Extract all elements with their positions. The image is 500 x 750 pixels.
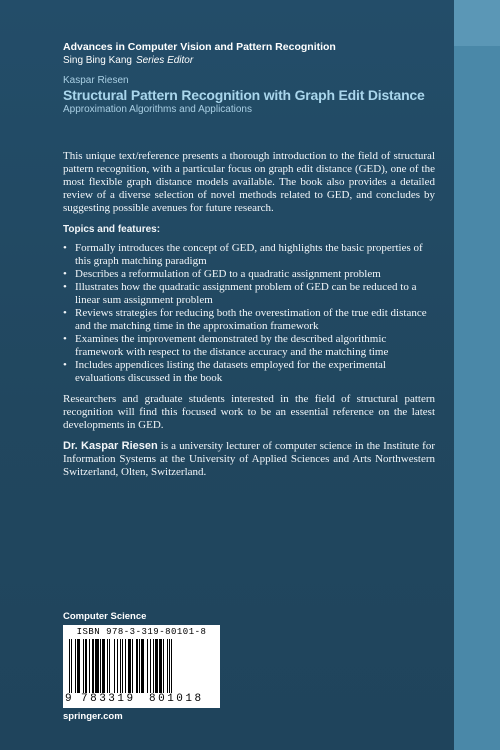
barcode-bar bbox=[120, 639, 121, 693]
barcode-lead-digit: 9 bbox=[65, 693, 75, 705]
barcode-bar bbox=[69, 639, 70, 693]
feature-item: • Formally introduces the concept of GED, and highlights the basic properties of this graph matching paradigm bbox=[63, 242, 435, 268]
barcode-bar bbox=[150, 639, 151, 693]
barcode-bar bbox=[132, 639, 133, 693]
barcode-group-right: 801018 bbox=[149, 693, 204, 705]
publisher-url: springer.com bbox=[63, 711, 123, 722]
series-editor-role: Series Editor bbox=[135, 55, 194, 66]
barcode-bar bbox=[107, 639, 108, 693]
barcode-bar bbox=[155, 639, 157, 693]
barcode-bar bbox=[125, 639, 126, 693]
cover-header bbox=[63, 41, 443, 116]
barcode-bar bbox=[77, 639, 80, 693]
topics-heading: Topics and features: bbox=[63, 224, 161, 235]
isbn-text: ISBN 978-3-319-80101-8 bbox=[76, 627, 207, 637]
barcode-group-left: 783319 bbox=[81, 693, 136, 705]
side-band-top-block bbox=[454, 0, 500, 46]
feature-item: • Examines the improvement demonstrated by the described algorithmic framework with respect to the distance accuracy and the matching time bbox=[63, 333, 435, 359]
barcode-bar bbox=[100, 639, 101, 693]
side-color-band bbox=[454, 0, 500, 750]
book-title: Structural Pattern Recognition with Graph Edit Distance bbox=[63, 87, 425, 103]
barcode-bar bbox=[92, 639, 94, 693]
book-subtitle: Approximation Algorithms and Applications bbox=[63, 104, 252, 115]
barcode-bar bbox=[114, 639, 115, 693]
cover-footer bbox=[63, 611, 220, 722]
intro-paragraph: This unique text/reference presents a thorough introduction to the field of structural pattern recognition, with a particular focus on graph edit distance (GED), one of the most flexible graph distance models available. The book also provides a detailed review of a diverse selection of novel methods related to GED, and concludes by suggesting possible avenues for future research. bbox=[63, 150, 435, 214]
barcode-bar bbox=[147, 639, 148, 693]
feature-item: • Illustrates how the quadratic assignment problem of GED can be reduced to a linear sum assignment problem bbox=[63, 281, 435, 307]
author-bio bbox=[63, 440, 435, 479]
barcode-bar bbox=[71, 639, 72, 693]
barcode-bar bbox=[169, 639, 170, 693]
barcode-bar bbox=[128, 639, 131, 693]
series-editor-line bbox=[63, 54, 443, 67]
series-editor-name: Sing Bing Kang bbox=[63, 55, 132, 66]
feature-item: • Reviews strategies for reducing both the overestimation of the true edit distance and the matching time in the approximation framework bbox=[63, 307, 435, 333]
feature-item: • Describes a reformulation of GED to a quadratic assignment problem bbox=[63, 268, 435, 281]
barcode-bar bbox=[109, 639, 110, 693]
bio-text: is a university lecturer of computer science in the Institute for Information Systems at the University of Applied Sciences and Arts Northwestern Switzerland, Olten, Switzerland. bbox=[63, 440, 435, 478]
blurb bbox=[63, 150, 435, 487]
series-title: Advances in Computer Vision and Pattern Recognition bbox=[63, 41, 336, 53]
barcode-bar bbox=[163, 639, 164, 693]
barcode-bar bbox=[85, 639, 87, 693]
barcode-bar bbox=[139, 639, 140, 693]
barcode-bar bbox=[122, 639, 123, 693]
barcode-bar bbox=[171, 639, 172, 693]
barcode-bar bbox=[136, 639, 138, 693]
bio-author-name: Dr. Kaspar Riesen bbox=[63, 440, 158, 452]
audience-paragraph: Researchers and graduate students interested in the field of structural pattern recognition will find this focused work to be an essential reference on the latest developments in GED. bbox=[63, 393, 435, 431]
barcode-bar bbox=[117, 639, 118, 693]
barcode-bar bbox=[95, 639, 98, 693]
barcode-bar bbox=[141, 639, 143, 693]
barcode-bar bbox=[159, 639, 162, 693]
feature-item: • Includes appendices listing the datasets employed for the experimental evaluations discussed in the book bbox=[63, 359, 435, 385]
barcode-bar bbox=[167, 639, 168, 693]
barcode-bars bbox=[69, 639, 214, 693]
barcode-bar bbox=[102, 639, 104, 693]
barcode-bar bbox=[153, 639, 154, 693]
barcode-bar bbox=[75, 639, 76, 693]
subject-category: Computer Science bbox=[63, 611, 147, 622]
barcode-bar bbox=[89, 639, 90, 693]
feature-list bbox=[63, 242, 435, 385]
barcode-bar bbox=[83, 639, 84, 693]
barcode bbox=[63, 625, 220, 708]
author-name: Kaspar Riesen bbox=[63, 75, 129, 86]
